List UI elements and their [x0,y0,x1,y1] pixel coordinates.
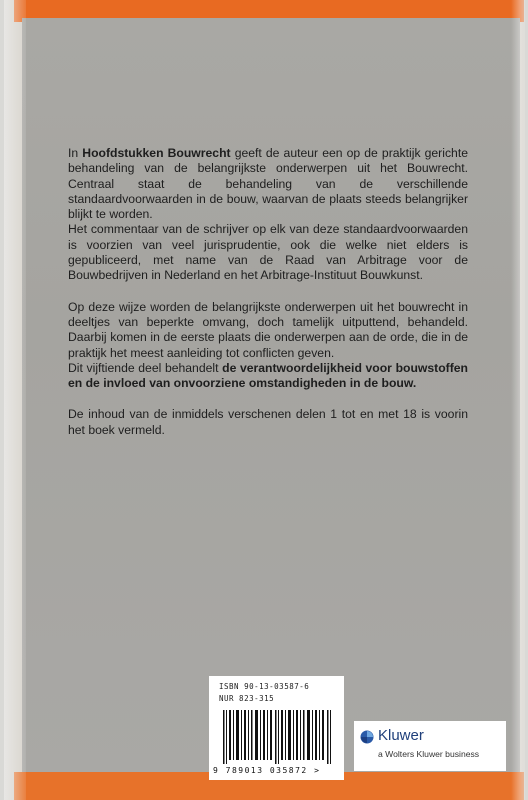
blurb-paragraph-1: In Hoofdstukken Bouwrecht geeft de auteur een op de praktijk gerichte behandeling van de belangrijkste onderwerpen uit het Bouwrecht. Centraal staat de behandeling van de verschillende standaardvoorwaarden in de bouw, waarvan de plaats steeds belangrijker blijkt te worden. [68,146,468,222]
barcode-label [209,676,344,780]
barcode-icon [223,710,333,764]
blurb-paragraph-3: Op deze wijze worden de belangrijkste onderwerpen uit het bouwrecht in deeltjes van beperkte omvang, doch tamelijk uitputtend, behandeld. Daarbij komen in de eerste plaats die onderwerpen aan de orde, die in de praktijk het meest aanleiding tot conflicten geven. [68,299,468,360]
kluwer-globe-icon [360,730,374,744]
shrink-wrap-left-edge [4,0,26,800]
blurb-paragraph-4: Dit vijftiende deel behandelt de verantwoordelijkheid voor bouwstoffen en de invloed van onvoorziene omstandigheden in de bouw. [68,360,468,391]
blurb-text [68,146,468,438]
blurb-paragraph-5: De inhoud van de inmiddels verschenen delen 1 tot en met 18 is voorin het boek vermeld. [68,407,468,437]
blurb-paragraph-2: Het commentaar van de schrijver op elk van deze standaardvoorwaarden is voorzien van veel jurisprudentie, ook die welke niet elders is gepubliceerd, met name van de Raad van Arbitrage voor de Bouwbedrijven in Nederland en het Arbitrage-Instituut Bouwkunst. [68,222,468,283]
series-title: Hoofdstukken Bouwrecht [82,146,231,160]
isbn-number: ISBN 90-13-03587-6 [219,682,310,691]
barcode-digits: 9 789013 035872 > [213,766,321,775]
book-back-cover [4,0,525,800]
shrink-wrap-right-edge [511,0,525,800]
volume-subject: de verantwoordelijkheid voor bouwstoffen en de invloed van onvoorziene omstandigheden in de bouw. [68,360,468,391]
publisher-name: Kluwer [378,727,424,744]
nur-code: NUR 823-315 [219,694,275,703]
publisher-tagline: a Wolters Kluwer business [378,749,480,759]
publisher-logo-box [354,721,506,771]
